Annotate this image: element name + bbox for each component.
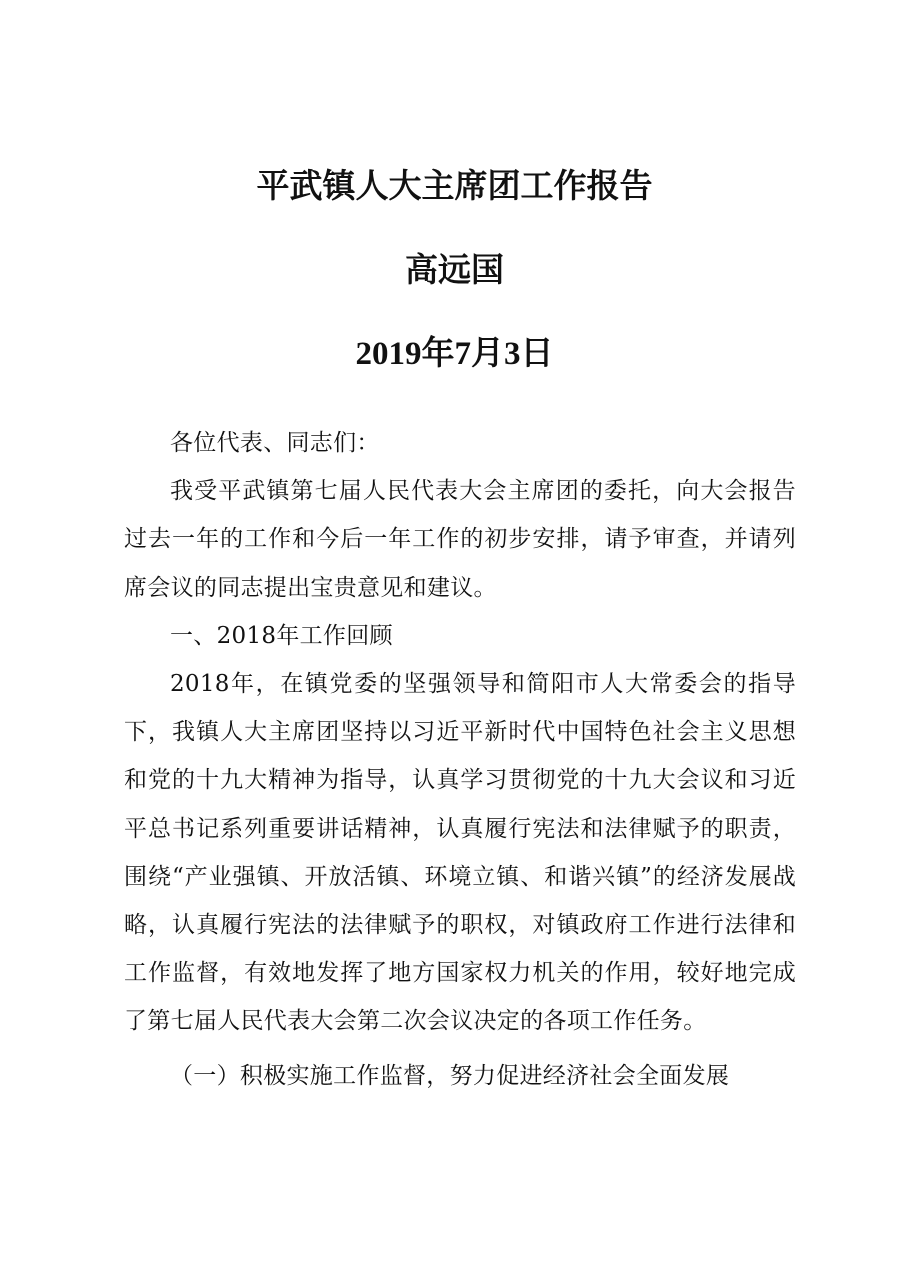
report-title: 平武镇人大主席团工作报告 bbox=[256, 166, 653, 205]
author-name: 高远国 bbox=[405, 250, 504, 289]
report-body bbox=[124, 419, 796, 1100]
intro-paragraph: 我受平武镇第七届人民代表大会主席团的委托，向大会报告过去一年的工作和今后一年工作的初步安排，请予审查，并请列席会议的同志提出宝贵意见和建议。 bbox=[124, 478, 796, 601]
section-heading: 一、2018年工作回顾 bbox=[170, 622, 393, 649]
report-date: 2019年7月3日 bbox=[355, 336, 554, 372]
review-paragraph: 2018年，在镇党委的坚强领导和简阳市人大常委会的指导下，我镇人大主席团坚持以习近平新时代中国特色社会主义思想和党的十九大精神为指导，认真学习贯彻党的十九大会议和习近平总书记系列重要讲话精神，认真履行宪法和法律赋予的职责，围绕“产业强镇、开放活镇、环境立镇、和谐兴镇”的经济发展战略，认真履行宪法的法律赋予的职权，对镇政府工作进行法律和工作监督，有效地发挥了地方国家权力机关的作用，较好地完成了第七届人民代表大会第二次会议决定的各项工作任务。 bbox=[124, 671, 796, 1035]
subsection-heading: （一）积极实施工作监督，努力促进经济社会全面发展 bbox=[170, 1062, 730, 1089]
salutation: 各位代表、同志们： bbox=[170, 430, 380, 456]
